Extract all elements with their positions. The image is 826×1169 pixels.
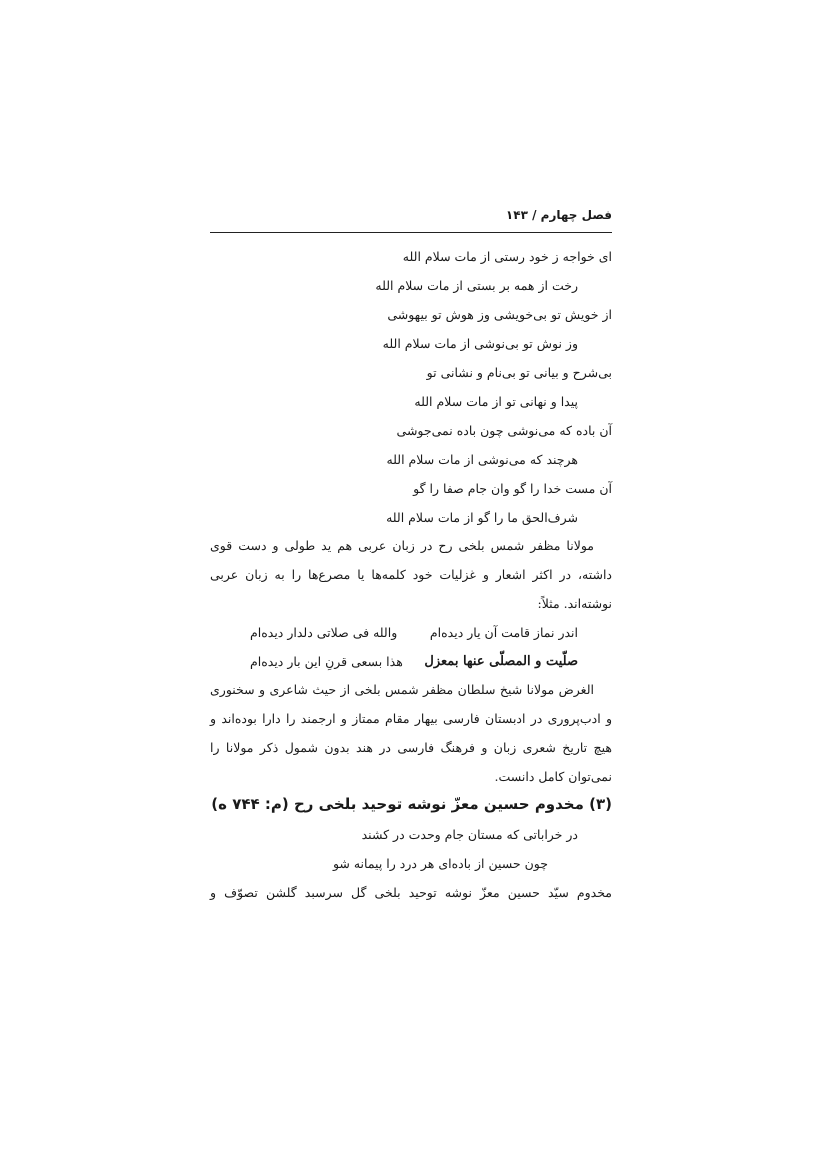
- verse-hemistich: صلّیت و المصلّی عنها بمعزل: [424, 654, 578, 669]
- paragraph-line: نوشته‌اند. مثلاً:: [537, 596, 612, 611]
- paragraph-line: مخدوم سیّد حسین معزّ نوشه توحید بلخی گل سرسبد گلشن تصوّف و: [210, 885, 612, 900]
- poem-line: از خویش تو بی‌خویشی وز هوش تو بیهوشی: [387, 307, 612, 322]
- verse-hemistich: اندر نماز قامت آن یار دیده‌ام: [429, 625, 578, 640]
- poem-line: پیدا و نهانی تو از مات سلام الله: [414, 394, 578, 409]
- paragraph-line: داشته، در اکثر اشعار و غزلیات خود کلمه‌ها یا مصرع‌ها را به زبان عربی: [210, 567, 612, 582]
- poem-line: آن مست خدا را گو وان جام صفا را گو: [413, 481, 612, 496]
- running-header: فصل چهارم / ۱۴۳: [505, 208, 612, 222]
- poem-line: بی‌شرح و بیانی تو بی‌نام و نشانی تو: [426, 365, 612, 380]
- poem-line: وز نوش تو بی‌نوشی از مات سلام الله: [382, 336, 578, 351]
- paragraph-line: الغرض مولانا شیخ سلطان مظفر شمس بلخی از حیث شاعری و سخنوری: [210, 682, 594, 697]
- verse-hemistich: هذا بسعی قرنِ این بار دیده‌ام: [250, 654, 403, 669]
- poem-line: شرف‌الحق ما را گو از مات سلام الله: [386, 510, 578, 525]
- poem-line: چون حسین از باده‌ای هر درد را پیمانه شو: [332, 856, 548, 871]
- poem-line: رخت از همه بر بستی از مات سلام الله: [375, 278, 578, 293]
- poem-line: ای خواجه ز خود رستی از مات سلام الله: [402, 249, 612, 264]
- poem-line: آن باده که می‌نوشی چون باده نمی‌جوشی: [396, 423, 612, 438]
- paragraph-line: نمی‌توان کامل دانست.: [494, 769, 612, 784]
- verse-hemistich: والله فی صلاتی دلدار دیده‌ام: [250, 625, 398, 640]
- section-heading: (۳) مخدوم حسین معزّ نوشه توحید بلخی رح (م: ۷۴۴ ه): [211, 795, 612, 813]
- page-header: [210, 208, 612, 233]
- paragraph-line: و ادب‌پروری در ادبستان فارسی بیهار مقام ممتاز و ارجمند را دارا بوده‌اند و: [210, 711, 612, 726]
- poem-line: هرچند که می‌نوشی از مات سلام الله: [386, 452, 578, 467]
- poem-line: در خراباتی که مستان جام وحدت در کشند: [361, 827, 578, 842]
- paragraph-line: هیچ تاریخ شعری زبان و فرهنگ فارسی در هند بدون شمول ذکر مولانا را: [210, 740, 612, 755]
- paragraph-line: مولانا مظفر شمس بلخی رح در زبان عربی هم ید طولی و دست قوی: [210, 538, 594, 553]
